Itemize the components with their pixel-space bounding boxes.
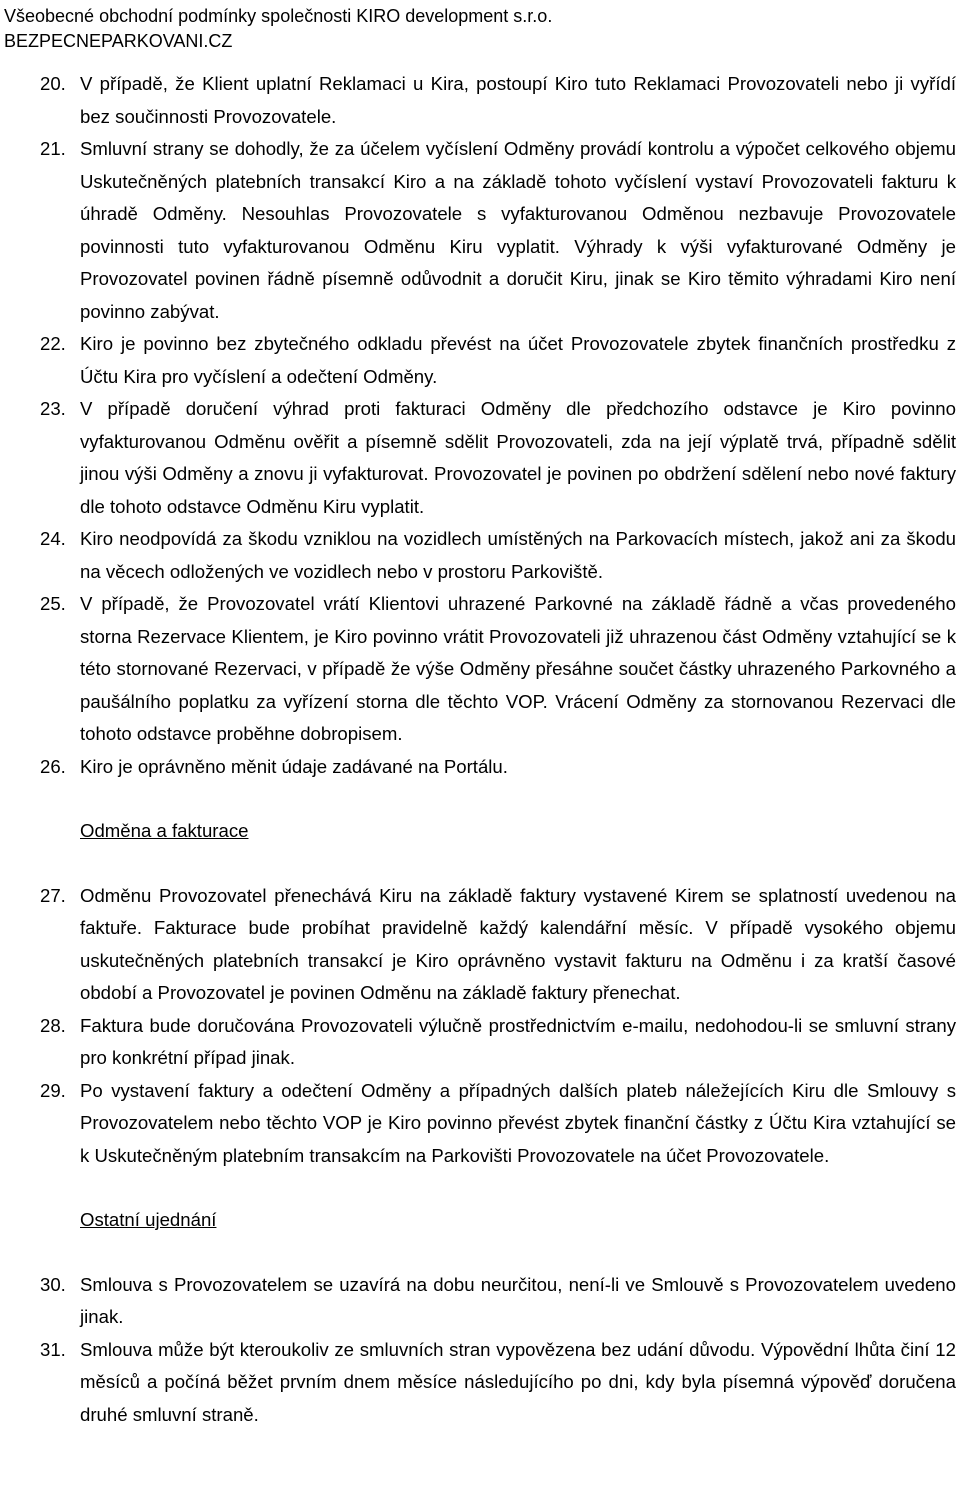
clause-number: 23. (40, 398, 66, 419)
spacer (40, 783, 956, 815)
clause-number: 25. (40, 593, 66, 614)
clause-text: V případě doručení výhrad proti fakturaci Odměny dle předchozího odstavce je Kiro povinno vyfakturovanou Odměnu ověřit a písemně sdělit Provozovateli, zda na její výplatě trvá, případně sdělit jinou výši Odměny a znovu ji vyfakturovat. Provozovatel je povinen po obdržení sdělení nebo nové faktury dle tohoto odstavce Odměnu Kiru vyplatit. (80, 398, 956, 517)
clause-22 (40, 328, 956, 393)
clause-text: Kiro je oprávněno měnit údaje zadávané na Portálu. (80, 755, 508, 777)
spacer (40, 848, 956, 880)
clause-number: 21. (40, 138, 66, 159)
clause-23 (40, 393, 956, 523)
clause-number: 24. (40, 528, 66, 549)
clause-31 (40, 1334, 956, 1432)
clause-25 (40, 588, 956, 751)
clause-29 (40, 1075, 956, 1173)
clause-21 (40, 133, 956, 328)
clause-28 (40, 1010, 956, 1075)
clause-number: 31. (40, 1338, 66, 1360)
spacer (40, 1172, 956, 1204)
clause-number: 30. (40, 1273, 66, 1295)
section-heading-other-arrangements: Ostatní ujednání (80, 1209, 217, 1230)
clause-text: Smluvní strany se dohodly, že za účelem vyčíslení Odměny provádí kontrolu a výpočet celkového objemu Uskutečněných platebních transakcí Kiro a na základě tohoto vyčíslení vystaví Provozovateli fakturu k úhradě Odměny. Nesouhlas Provozovatele s vyfakturovanou Odměnou nezbavuje Provozovatele povinnosti tuto vyfakturovanou Odměnu Kiru vyplatit. Výhrady k výši vyfakturované Odměny je Provozovatel povinen řádně písemně odůvodnit a doručit Kiru, jinak se Kiro těmito výhradami Kiro není povinno zabývat. (80, 138, 956, 322)
clause-27 (40, 880, 956, 1010)
clause-26 (40, 751, 956, 784)
website-name: BEZPECNEPARKOVANI.CZ (4, 31, 233, 51)
clause-number: 27. (40, 884, 66, 906)
clause-text: V případě, že Provozovatel vrátí Klientovi uhrazené Parkovné na základě řádně a včas provedeného storna Rezervace Klientem, je Kiro povinno vrátit Provozovateli již uhrazenou část Odměny vztahující se k této stornované Rezervaci, v případě že výše Odměny přesáhne součet částky uhrazeného Parkovného a paušálního poplatku za vyřízení storna dle těchto VOP. Vrácení Odměny za stornovanou Rezervaci dle tohoto odstavce proběhne dobropisem. (80, 593, 956, 744)
document-title: Všeobecné obchodní podmínky společnosti KIRO development s.r.o. (4, 6, 553, 26)
clause-text: Faktura bude doručována Provozovateli výlučně prostřednictvím e-mailu, nedohodou-li se smluvní strany pro konkrétní případ jinak. (80, 1014, 956, 1068)
section-heading-reward-invoicing: Odměna a fakturace (80, 820, 249, 841)
clause-number: 28. (40, 1014, 66, 1036)
clause-text: Odměnu Provozovatel přenechává Kiru na základě faktury vystavené Kirem se splatností uvedenou na faktuře. Fakturace bude probíhat pravidelně každý kalendářní měsíc. V případě vysokého objemu uskutečněných platebních transakcí je Kiro oprávněno vystavit fakturu na Odměnu i za kratší časové období a Provozovatel je povinen Odměnu na základě faktury přenechat. (80, 884, 956, 1003)
clause-number: 20. (40, 73, 66, 94)
clause-20 (40, 68, 956, 133)
clause-text: Kiro je povinno bez zbytečného odkladu převést na účet Provozovatele zbytek finančních prostředku z Účtu Kira pro vyčíslení a odečtení Odměny. (80, 333, 956, 387)
clause-text: Kiro neodpovídá za škodu vzniklou na vozidlech umístěných na Parkovacích místech, jakož ani za škodu na věcech odložených ve vozidlech nebo v prostoru Parkoviště. (80, 528, 956, 582)
clause-number: 22. (40, 333, 66, 354)
clause-text: Po vystavení faktury a odečtení Odměny a případných dalších plateb náležejících Kiru dle Smlouvy s Provozovatelem nebo těchto VOP je Kiro povinno převést zbytek finanční částky z Účtu Kira vztahující se k Uskutečněným platebním transakcím na Parkovišti Provozovatele na účet Provozovatele. (80, 1079, 956, 1166)
page-header (4, 4, 552, 54)
clause-number: 29. (40, 1079, 66, 1101)
clause-text: Smlouva může být kteroukoliv ze smluvních stran vypovězena bez udání důvodu. Výpovědní lhůta činí 12 měsíců a počíná běžet prvním dnem měsíce následujícího po dni, kdy byla písemná výpověď doručena druhé smluvní straně. (80, 1338, 956, 1425)
spacer (40, 1237, 956, 1269)
document-body (40, 68, 956, 1431)
clause-text: Smlouva s Provozovatelem se uzavírá na dobu neurčitou, není-li ve Smlouvě s Provozovatelem uvedeno jinak. (80, 1273, 956, 1327)
clause-text: V případě, že Klient uplatní Reklamaci u Kira, postoupí Kiro tuto Reklamaci Provozovateli nebo ji vyřídí bez součinnosti Provozovatele. (80, 73, 956, 127)
clause-number: 26. (40, 755, 66, 777)
clause-30 (40, 1269, 956, 1334)
clause-24 (40, 523, 956, 588)
